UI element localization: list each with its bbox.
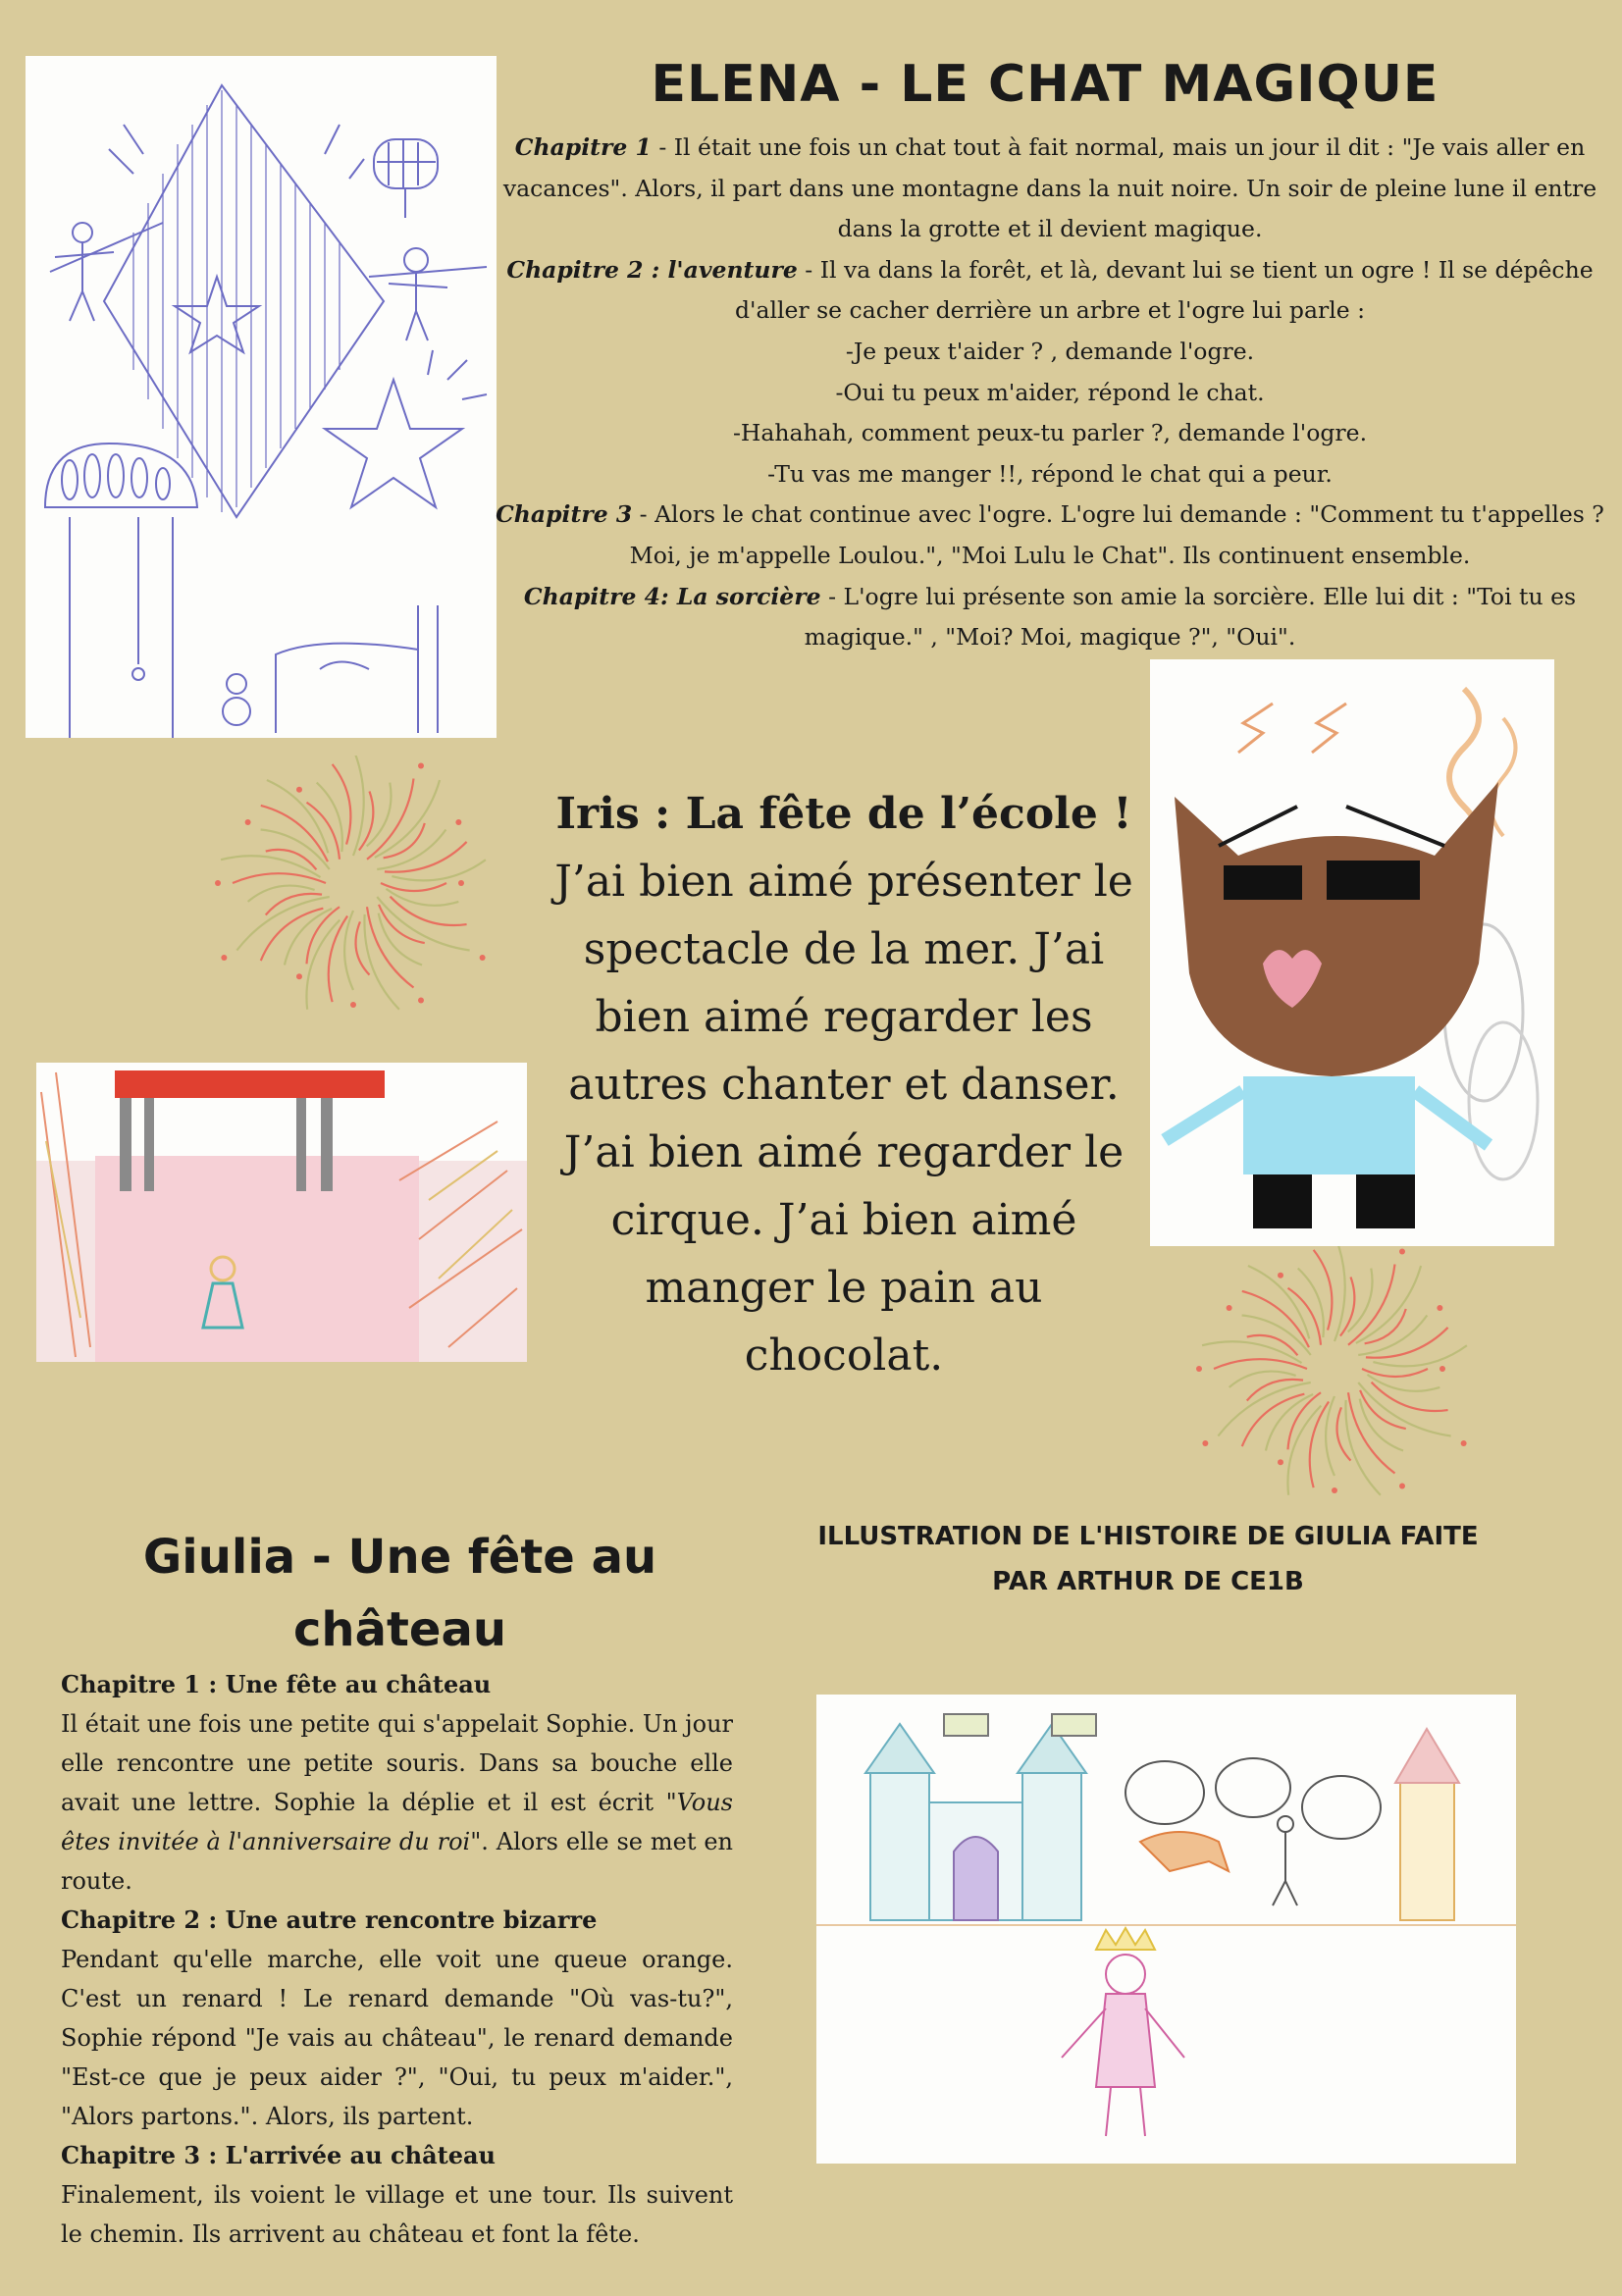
chapter-label: Chapitre 2 : l'aventure: [506, 255, 798, 284]
firework-dot: [1196, 1366, 1202, 1372]
castle-illustration: [816, 1695, 1516, 2164]
owl-drawing-svg: [1150, 659, 1554, 1246]
chapter-label: Chapitre 3: [496, 500, 633, 529]
firework-dot: [455, 819, 461, 825]
firework-ray: [236, 897, 329, 951]
chapter-title: Chapitre 2 : Une autre rencontre bizarre: [61, 1905, 598, 1934]
firework-decoration-left: [196, 756, 510, 1011]
firework-dot: [1399, 1248, 1405, 1254]
firework-dot: [1437, 1305, 1442, 1311]
firework-ray: [1362, 1369, 1428, 1377]
firework-decoration-right: [1177, 1241, 1491, 1496]
firework-dot: [1399, 1484, 1405, 1489]
chapter-label: Chapitre 1: [514, 133, 652, 161]
chapter-text-part: ". Alors elle se met en route.: [61, 1828, 733, 1895]
firework-ray: [1247, 1335, 1298, 1355]
chapter-text: Finalement, ils voient le village et une tour. Ils suivent le chemin. Ils arrivent au château et font la fête.: [61, 2181, 733, 2248]
chapter-text: - Alors le chat continue avec l'ogre. L'ogre lui demande : "Comment tu t'appelles ? Moi, je m'appelle Loulou.", "Moi Lulu le Chat". Ils continuent ensemble.: [629, 500, 1604, 569]
stage-drawing-svg: [36, 1063, 527, 1362]
firework-ray: [266, 850, 317, 869]
firework-dot: [1439, 1366, 1445, 1372]
firework-ray: [1288, 1392, 1322, 1449]
firework-dot: [458, 880, 464, 886]
firework-ray: [317, 783, 342, 852]
castle-drawing-svg: [816, 1695, 1516, 2164]
firework-ray: [379, 905, 425, 943]
firework-dot: [296, 787, 302, 793]
firework-ray: [1214, 1359, 1307, 1369]
firework-dot: [245, 819, 251, 825]
firework-ray: [1334, 1241, 1345, 1341]
caption-line: ILLUSTRATION DE L'HISTOIRE DE GIULIA FAITE: [817, 1522, 1479, 1551]
elena-line: [496, 495, 1604, 576]
firework-dot: [1278, 1273, 1283, 1278]
firework-ray: [1360, 1390, 1406, 1429]
firework-dot: [1461, 1440, 1467, 1446]
chapter-text: Pendant qu'elle marche, elle voit une queue orange. C'est un renard ! Le renard demande "Où vas-tu?", Sophie répond "Je vais au château", le renard demande "Est-ce que je peux aider ?", "Oui, tu peux m'aider.", "Alors partons.". Alors, ils partent.: [61, 1946, 733, 2130]
chapter-text: - Il va dans la forêt, et là, devant lui se tient un ogre ! Il se dépêche d'aller se cacher derrière un arbre et l'ogre lui parle :: [734, 255, 1594, 325]
firework-ray: [367, 907, 414, 987]
firework-dot: [215, 880, 221, 886]
firework-dot: [350, 1002, 356, 1008]
iris-stage-drawing: [36, 1063, 527, 1362]
giulia-story: [61, 1665, 733, 2254]
firework-ray: [307, 907, 340, 964]
firework-dot: [1227, 1305, 1232, 1311]
firework-ray: [381, 883, 446, 891]
letter-quote: Vous êtes invitée à l'anniversaire du roi: [61, 1789, 733, 1855]
firework-ray: [1365, 1309, 1406, 1343]
elena-line: [496, 577, 1604, 658]
firework-ray: [1287, 1406, 1321, 1495]
giulia-title: Giulia - Une fête au château: [142, 1530, 657, 1657]
elena-title: ELENA - LE CHAT MAGIQUE: [651, 55, 1439, 114]
firework-dot: [418, 762, 424, 768]
chapter-title: Chapitre 1 : Une fête au château: [61, 1670, 492, 1698]
elena-drawing: [26, 56, 497, 738]
firework-ray: [233, 873, 326, 883]
chapter-text: [61, 1704, 733, 1901]
dialogue-line: -Oui tu peux m'aider, répond le chat.: [835, 378, 1265, 406]
dialogue-line: -Je peux t'aider ? , demande l'ogre.: [845, 337, 1255, 365]
iris-owl-drawing: [1150, 659, 1554, 1246]
firework-ray: [1326, 1396, 1334, 1476]
firework-dot: [221, 955, 227, 961]
firework-ray: [353, 756, 364, 856]
firework-ray: [1218, 1383, 1310, 1436]
dialogue-line: -Tu vas me manger !!, répond le chat qui a peur.: [767, 459, 1333, 488]
chapter-text: - Il était une fois un chat tout à fait normal, mais un jour il dit : "Je vais aller en vacances". Alors, il part dans une montagne dans la nuit noire. Un soir de pleine lune il entre dans la grotte et il devient magique.: [502, 133, 1597, 243]
illustration-caption: [814, 1514, 1482, 1604]
firework-ray: [306, 920, 340, 1010]
firework-ray: [384, 823, 425, 858]
dialogue-line: -Hahahah, comment peux-tu parler ?, demande l'ogre.: [732, 419, 1368, 447]
iris-section: [549, 780, 1138, 1389]
caption-line: PAR ARTHUR DE CE1B: [992, 1567, 1304, 1596]
firework-dot: [296, 973, 302, 979]
firework-dot: [480, 955, 486, 961]
chapter-title: Chapitre 3 : L'arrivée au château: [61, 2141, 496, 2169]
firework-ray: [1348, 1392, 1395, 1473]
iris-text: J’ai bien aimé présenter le spectacle de la mer. J’ai bien aimé regarder les autres chanter et danser. J’ai bien aimé regarder le cirque. J’ai bien aimé manger le pain au chocolat.: [554, 857, 1133, 1381]
iris-title: Iris : La fête de l’école !: [555, 789, 1132, 839]
chapter-text-part: Il était une fois une petite qui s'appelait Sophie. Un jour elle rencontre une petite souris. Dans sa bouche elle avait une lettre. Sophie la déplie et il est écrit ": [61, 1710, 733, 1816]
firework-ray: [1366, 1328, 1448, 1358]
firework-ray: [344, 911, 353, 990]
elena-line: [496, 250, 1604, 332]
elena-story: [496, 128, 1604, 658]
chapter-text: - L'ogre lui présente son amie la sorcière. Elle lui dit : "Toi tu es magique." , "Moi? Moi, magique ?", "Oui".: [804, 582, 1577, 652]
chapter-label: Chapitre 4: La sorcière: [523, 582, 821, 610]
firework-dot: [1278, 1459, 1283, 1465]
elena-line: [496, 128, 1604, 250]
elena-drawing-svg: [26, 56, 497, 738]
firework-dot: [1332, 1487, 1337, 1493]
firework-dot: [418, 998, 424, 1004]
firework-ray: [1298, 1269, 1324, 1337]
firework-ray: [385, 842, 467, 872]
firework-dot: [1202, 1440, 1208, 1446]
